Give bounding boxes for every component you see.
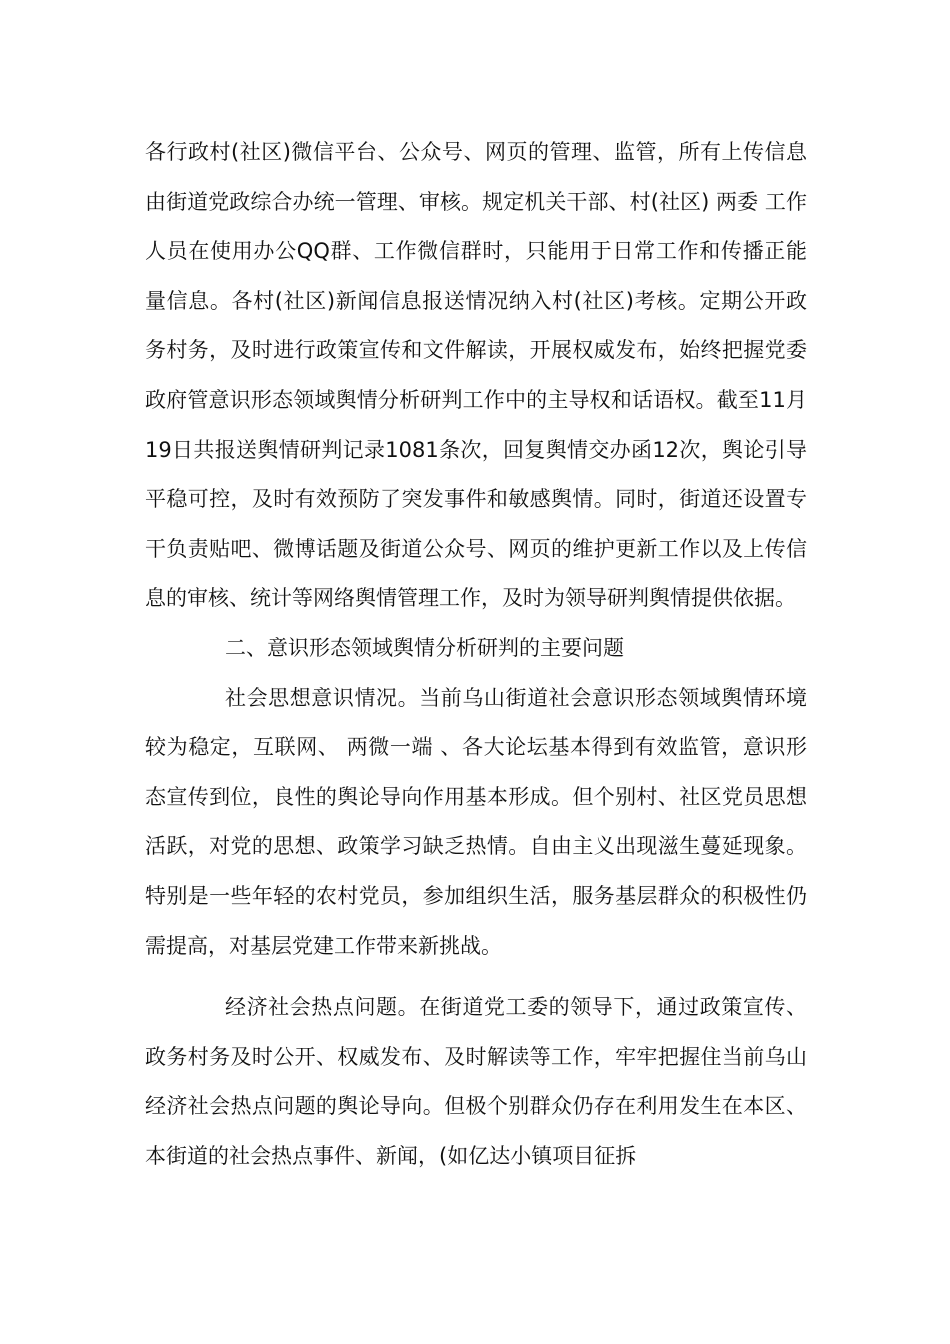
- paragraph-economic-hotspots: 经济社会热点问题。在街道党工委的领导下，通过政策宣传、政务村务及时公开、权威发布、及时解读等工作，牢牢把握住当前乌山经济社会热点问题的舆论导向。但极个别群众仍存在利用发生在本区、本街道的社会热点事件、新闻，(如亿达小镇项目征拆: [145, 995, 807, 1168]
- paragraph-network-management: 各行政村(社区)微信平台、公众号、网页的管理、监管，所有上传信息由街道党政综合办统一管理、审核。规定机关干部、村(社区) 两委 工作人员在使用办公QQ群、工作微信群时，只能用于日常工作和传播正能量信息。各村(社区)新闻信息报送情况纳入村(社区)考核。定期公开政务村务，及时进行政策宣传和文件解读，开展权威发布，始终把握党委政府管意识形态领域舆情分析研判工作中的主导权和话语权。截至11月19日共报送舆情研判记录1081条次，回复舆情交办函12次，舆论引导平稳可控，及时有效预防了突发事件和敏感舆情。同时，街道还设置专干负责贴吧、微博话题及街道公众号、网页的维护更新工作以及上传信息的审核、统计等网络舆情管理工作，及时为领导研判舆情提供依据。: [145, 140, 807, 611]
- document-body: [145, 128, 807, 1181]
- section-heading-main-problems: 二、意识形态领域舆情分析研判的主要问题: [225, 635, 624, 660]
- paragraph-social-ideology: 社会思想意识情况。当前乌山街道社会意识形态领域舆情环境较为稳定，互联网、 两微一端 、各大论坛基本得到有效监管，意识形态宣传到位，良性的舆论导向作用基本形成。但个别村、社区党员思想活跃，对党的思想、政策学习缺乏热情。自由主义出现滋生蔓延现象。特别是一些年轻的农村党员，参加组织生活，服务基层群众的积极性仍需提高，对基层党建工作带来新挑战。: [145, 685, 807, 958]
